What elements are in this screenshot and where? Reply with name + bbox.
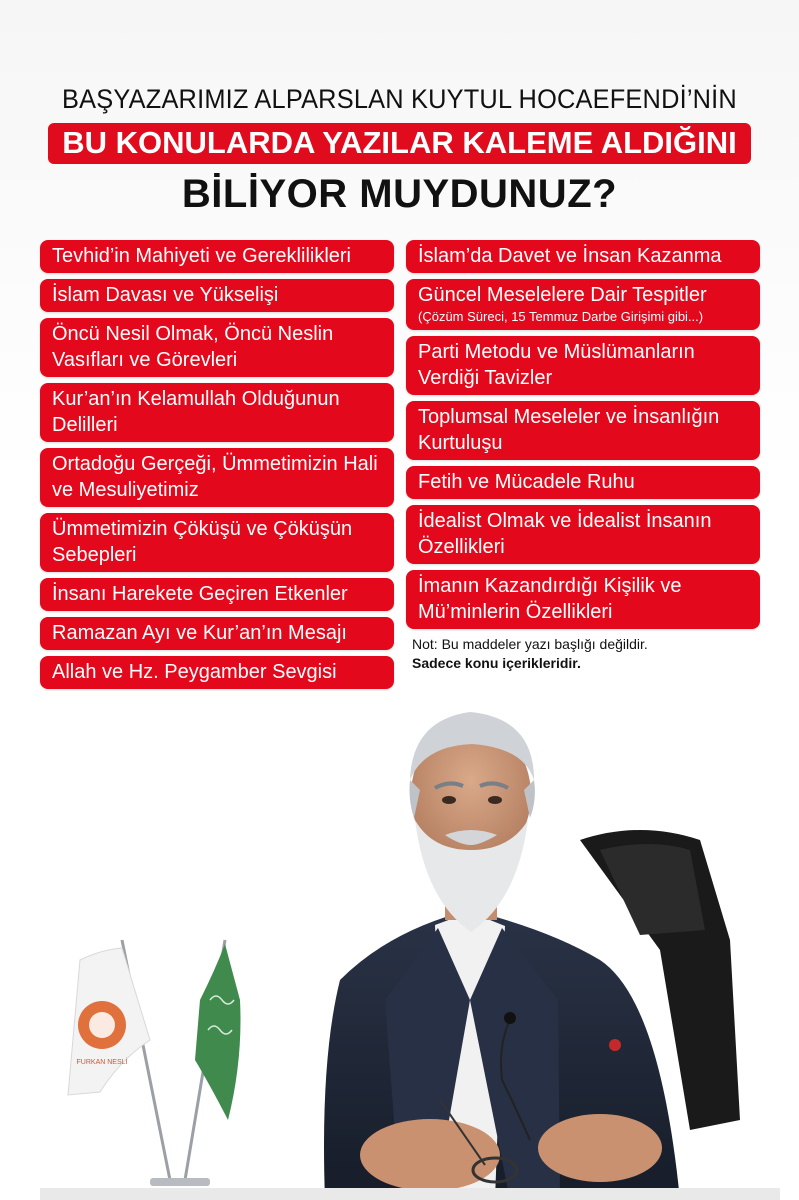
topic-item: İmanın Kazandırdığı Kişilik ve Mü’minlerin Özellikleri [406,570,760,629]
topic-item: Öncü Nesil Olmak, Öncü Neslin Vasıfları ve Görevleri [40,318,394,377]
desk-flags [68,940,241,1186]
topic-item: Tevhid’in Mahiyeti ve Gereklilikleri [40,240,394,273]
portrait-photo [40,700,780,1200]
topic-item: Allah ve Hz. Peygamber Sevgisi [40,656,394,689]
lapel-pin-icon [609,1039,621,1051]
topic-item: İslam Davası ve Yükselişi [40,279,394,312]
headline-line-2: BU KONULARDA YAZILAR KALEME ALDIĞINI [48,123,751,164]
topics-right-column [406,240,760,673]
topic-item: İslam’da Davet ve İnsan Kazanma [406,240,760,273]
topic-item: Ortadoğu Gerçeği, Ümmetimizin Hali ve Mesuliyetimiz [40,448,394,507]
topic-item: İnsanı Harekete Geçiren Etkenler [40,578,394,611]
topic-item: Ümmetimizin Çöküşü ve Çöküşün Sebepleri [40,513,394,572]
note-line-1: Not: Bu maddeler yazı başlığı değildir. [412,636,648,652]
topic-item-title: Güncel Meselelere Dair Tespitler [418,284,707,306]
topic-item: İdealist Olmak ve İdealist İnsanın Özellikleri [406,505,760,564]
topic-item: Kur’an’ın Kelamullah Olduğunun Delilleri [40,383,394,442]
note [406,635,760,673]
topic-item-subtitle: (Çözüm Süreci, 15 Temmuz Darbe Girişimi gibi...) [418,309,704,324]
topic-item-with-subtitle [406,279,760,330]
note-line-2: Sadece konu içerikleridir. [412,655,581,671]
topic-item: Fetih ve Mücadele Ruhu [406,466,760,499]
headline-line-1: BAŞYAZARIMIZ ALPARSLAN KUYTUL HOCAEFENDİ’NİN [62,84,737,114]
headline-line-3: BİLİYOR MUYDUNUZ? [181,172,618,216]
topic-item: Parti Metodu ve Müslümanların Verdiği Tavizler [406,336,760,395]
topic-item: Ramazan Ayı ve Kur’an’ın Mesajı [40,617,394,650]
flag-emblem-text: FURKAN NESLİ [76,1059,128,1066]
topic-item: Toplumsal Meseleler ve İnsanlığın Kurtuluşu [406,401,760,460]
headline [0,84,799,217]
topics-left-column [40,240,394,695]
